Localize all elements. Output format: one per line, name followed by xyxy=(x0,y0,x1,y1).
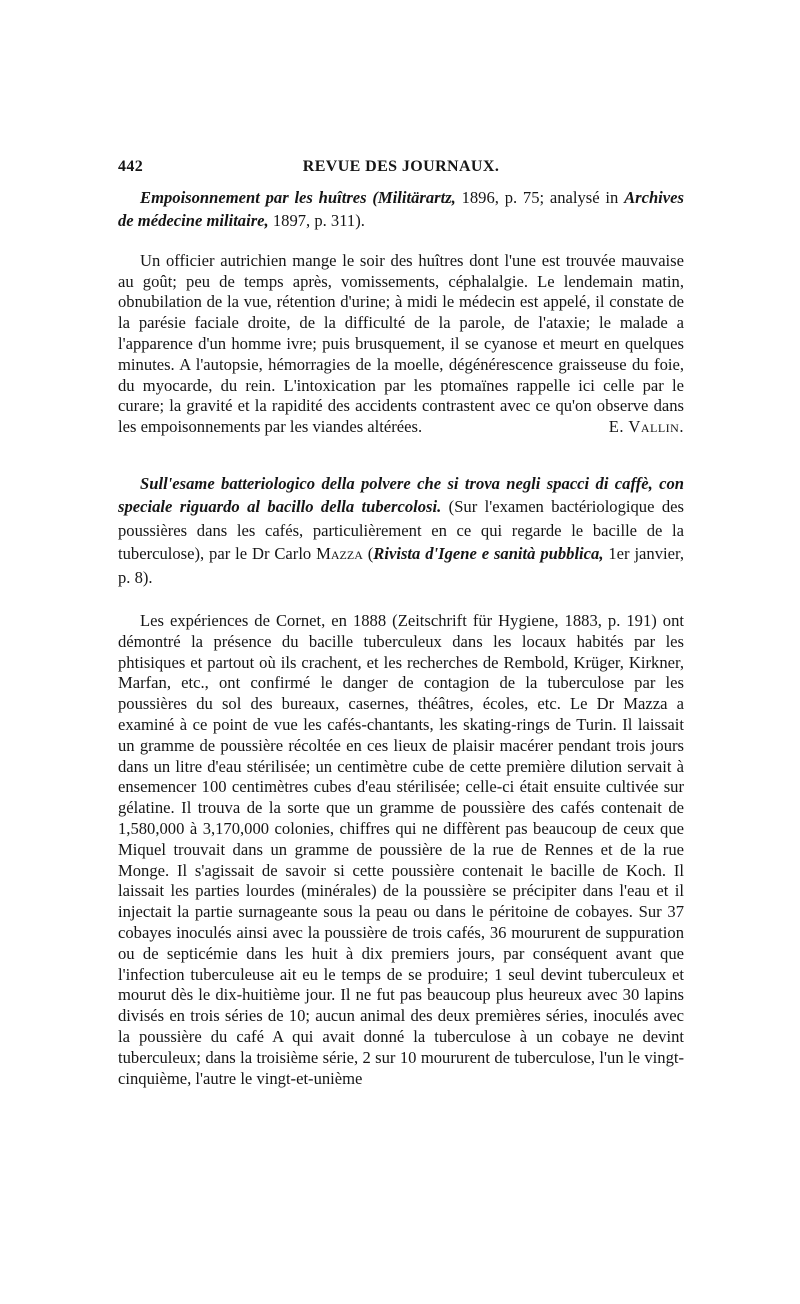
entry-2-author: Mazza xyxy=(316,544,363,564)
entry-2-body: Les expériences de Cornet, en 1888 (Zeitschrift für Hygiene, 1883, p. 191) ont démontré la présence du bacille tuberculeux dans les locaux habités par les phtisiques et partout où ils crachent, et les recherches de Rembold, Krüger, Kirkner, Marfan, etc., ont confirmé le danger de contagion de la tuberculose par les poussières du sol des bureaux, casernes, théâtres, écoles, etc. Le Dr Mazza a examiné à ce point de vue les cafés-chantants, les skating-rings de Turin. Il laissait un gramme de poussière récoltée en ces lieux de plaisir macérer pendant trois jours dans un litre d'eau stérilisée; un centimètre cube de cette première dilution servait à ensemencer 100 centimètres cubes d'eau stérilisée; celle-ci était ensuite cultivée sur gélatine. Il trouva de la sorte que un gramme de poussière des cafés contenait de 1,580,000 à 3,170,000 colonies, chiffres qui ne diffèrent pas beaucoup de ceux que Miquel trouvait dans un gramme de poussière de la rue de Rennes et de la rue Monge. Il s'agissait de savoir si cette poussière contenait le bacille de Koch. Il laissait les parties lourdes (minérales) de la poussière se précipiter dans l'eau et il injectait la partie surnageante sous la peau ou dans le péritoine de cobayes. Sur 37 cobayes inoculés ainsi avec la poussière de trois cafés, 36 moururent de suppuration ou de septicémie dans les huit à dix premiers jours, par conséquent avant que l'infection tuberculeuse ait eu le temps de se produire; 1 seul devint tuberculeux et mourut dès le dix-huitième jour. Il ne fut pas beaucoup plus heureux avec 30 lapins divisés en trois séries de 10; aucun animal des deux premières séries, inoculés avec la poussière du café A qui avait donné la tuberculose à un cobaye ne devint tuberculeux; dans la troisième série, 2 sur 10 moururent de tuberculose, l'un le vingt-cinquième, l'autre le vingt-et-unième xyxy=(118,611,684,1088)
entry-1-source: (Militärartz, xyxy=(372,188,456,207)
entry-1-signature: E. Vallin. xyxy=(608,417,684,437)
entry-1-reference-end: 1897, p. 311). xyxy=(268,211,365,231)
entry-2-paren: ( xyxy=(362,544,374,564)
entry-1-reference xyxy=(118,186,684,233)
page-number: 442 xyxy=(118,158,144,175)
entry-2-journal: Rivista d'Igene e sanità pubblica, xyxy=(373,544,604,564)
entry-1-reference-text: 1896, p. 75; analysé in xyxy=(455,188,625,207)
entry-1-title: Empoisonnement par les huîtres xyxy=(140,188,367,207)
page xyxy=(118,158,684,1089)
entry-2-reference-text: (Sur l'examen bactériologique des poussières dans les cafés, particulièrement en ce qui regarde le bacille de la tuberculose), par le Dr Carlo xyxy=(118,497,684,564)
entry-2-reference-end: 1er janvier, p. 8). xyxy=(118,544,684,587)
entry-1-archive: Archives de médecine militaire, xyxy=(118,188,684,231)
journal-title: REVUE DES JOURNAUX. xyxy=(302,158,500,175)
running-head xyxy=(118,158,684,182)
entry-2-reference xyxy=(118,472,684,589)
entry-1-body: Un officier autrichien mange le soir des huîtres dont l'une est trouvée mauvaise au goût; peu de temps après, vomissements, céphalalgie. Le lendemain matin, obnubilation de la vue, rétention d'urine; à midi le médecin est appelé, il constate de la parésie faciale droite, de la difficulté de la parole, de l'ataxie; le malade a l'apparence d'un homme ivre; puis brusquement, il se cyanose et meurt en quelques minutes. A l'autopsie, hémorragies de la moelle, dégénérescence graisseuse du foie, du myocarde, du rein. L'intoxication par les ptomaïnes rappelle ici celle par le curare; la gravité et la rapidité des accidents contrastent avec ce qu'on observe dans les empoisonnements par les viandes altérées. xyxy=(118,250,684,437)
entry-2-title: Sull'esame batteriologico della polvere che si trova negli spacci di caffè, con speciale riguardo al bacillo della tubercolosi. xyxy=(118,473,684,517)
